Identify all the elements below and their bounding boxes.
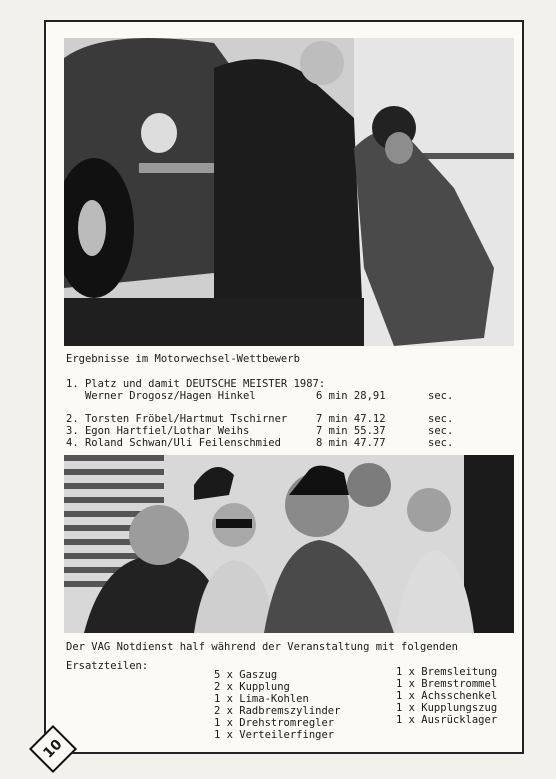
result-time: 8 min 47.77: [316, 437, 386, 449]
part-item: 2 x Radbremszylinder: [214, 705, 341, 717]
result-line: Werner Drogosz/Hagen Hinkel: [66, 390, 256, 402]
part-item: 1 x Bremstrommel: [396, 678, 498, 690]
result-line: 4. Roland Schwan/Uli Feilenschmied: [66, 437, 281, 449]
part-item: 1 x Achsschenkel: [396, 690, 498, 702]
intro-line-2: Ersatzteilen:: [66, 660, 149, 672]
result-unit: sec.: [428, 425, 454, 437]
result-line: 1. Platz und damit DEUTSCHE MEISTER 1987:: [66, 378, 326, 390]
part-item: 2 x Kupplung: [214, 681, 290, 693]
part-item: 1 x Ausrücklager: [396, 714, 498, 726]
photo-crowd: [64, 455, 514, 633]
part-item: 1 x Bremsleitung: [396, 666, 498, 678]
result-time: 7 min 55.37: [316, 425, 386, 437]
result-unit: sec.: [428, 413, 454, 425]
result-time: 7 min 47.12: [316, 413, 386, 425]
part-item: 1 x Drehstromregler: [214, 717, 335, 729]
part-item: 1 x Verteilerfinger: [214, 729, 335, 741]
photo-engine-change: [64, 38, 514, 346]
part-item: 1 x Lima-Kohlen: [214, 693, 309, 705]
result-line: 3. Egon Hartfiel/Lothar Weihs: [66, 425, 250, 437]
part-item: 1 x Kupplungszug: [396, 702, 498, 714]
result-unit: sec.: [428, 390, 454, 402]
intro-line-1: Der VAG Notdienst half während der Veranstaltung mit folgenden: [66, 641, 458, 653]
result-time: 6 min 28,91: [316, 390, 386, 402]
part-item: 5 x Gaszug: [214, 669, 278, 681]
result-unit: sec.: [428, 437, 454, 449]
page-number: 10: [40, 736, 66, 762]
results-heading: Ergebnisse im Motorwechsel-Wettbewerb: [66, 353, 300, 365]
result-line: 2. Torsten Fröbel/Hartmut Tschirner: [66, 413, 288, 425]
